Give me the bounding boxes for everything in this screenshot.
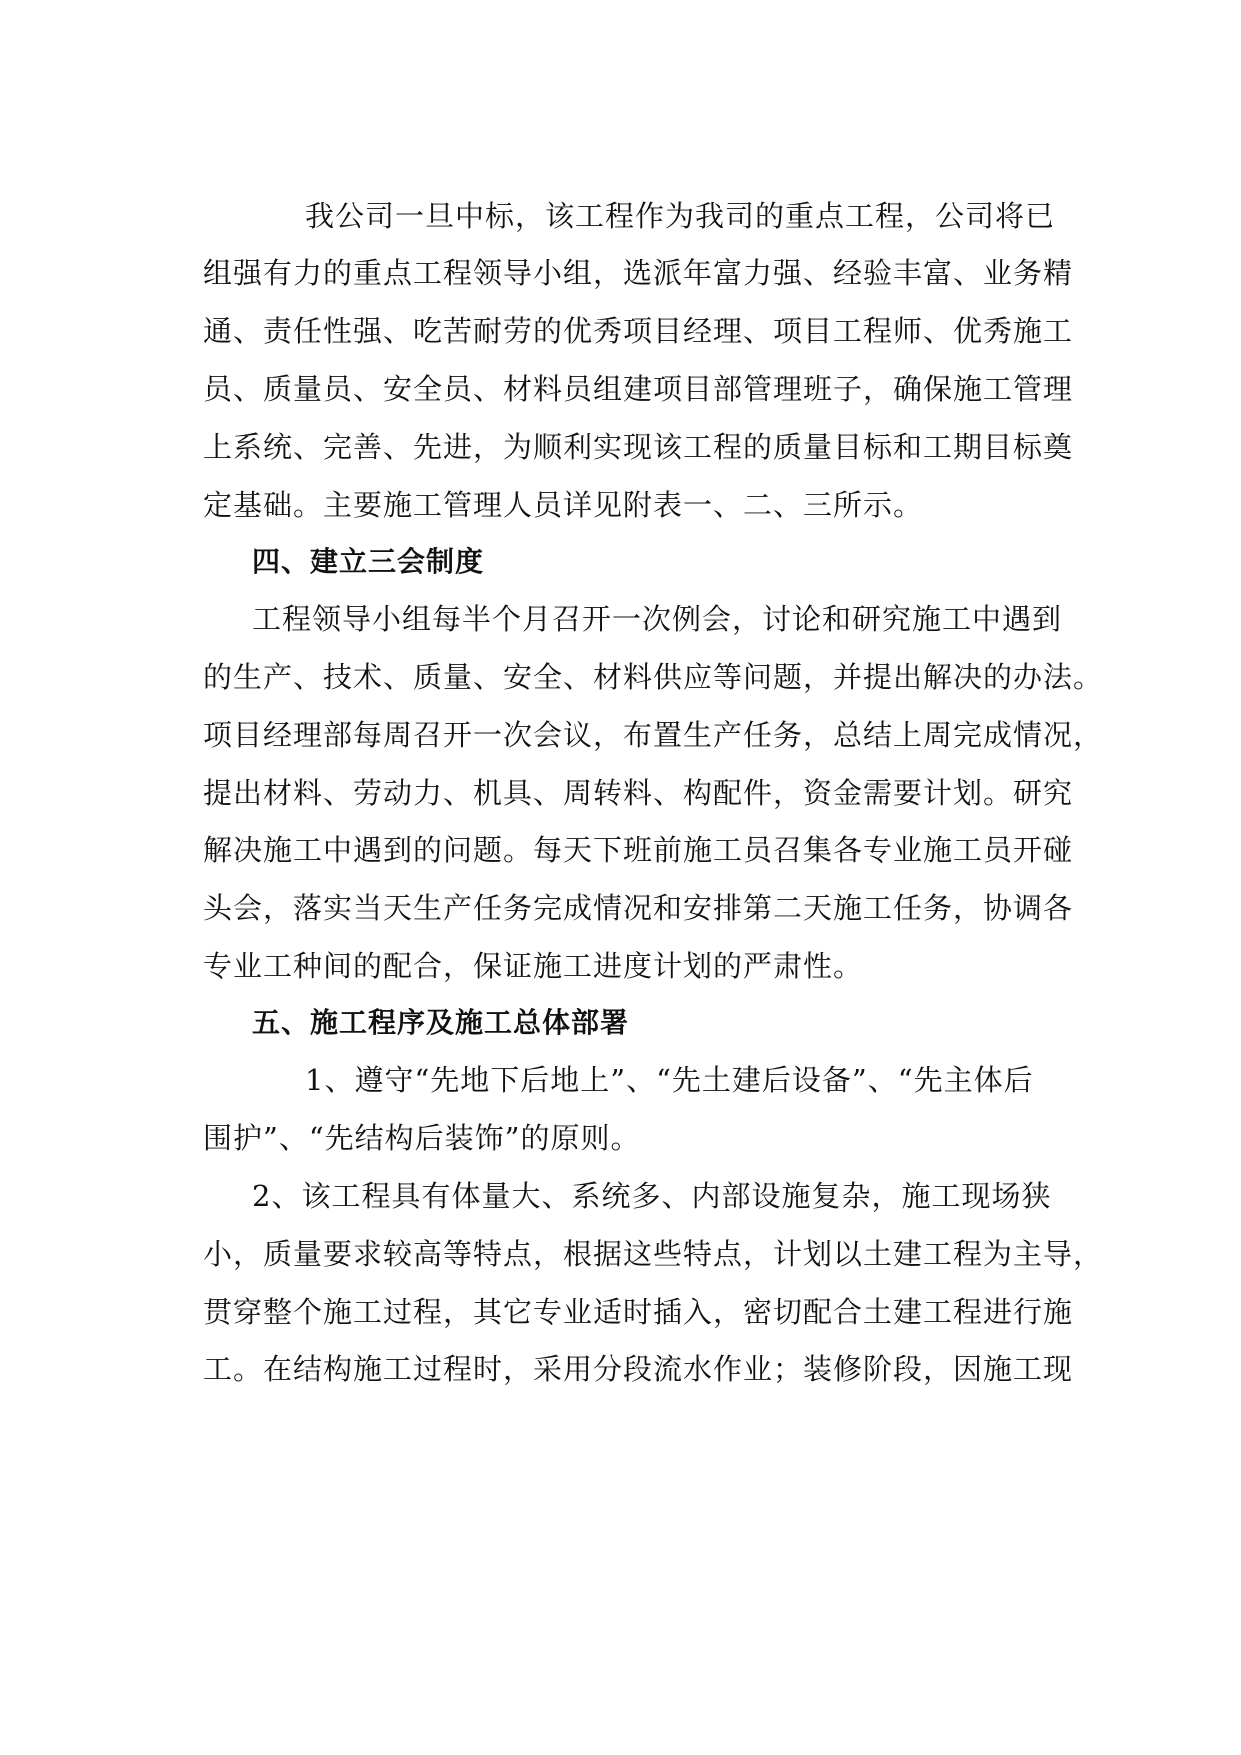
para1-line-6: 定基础。主要施工管理人员详见附表一、二、三所示。 — [203, 488, 924, 522]
para2-line-4: 提出材料、劳动力、机具、周转料、构配件，资金需要计划。研究 — [203, 776, 1074, 810]
section-heading-4: 四、建立三会制度 — [252, 545, 485, 578]
para1-line-5: 上系统、完善、先进，为顺利实现该工程的质量目标和工期目标奠 — [203, 430, 1074, 464]
para2-line-3: 项目经理部每周召开一次会议，布置生产任务，总结上周完成情况， — [203, 718, 1104, 752]
item2-line-4: 工。在结构施工过程时，采用分段流水作业；装修阶段，因施工现 — [203, 1352, 1074, 1386]
para1-line-2: 组强有力的重点工程领导小组，选派年富力强、经验丰富、业务精 — [203, 256, 1074, 290]
para2-line-5: 解决施工中遇到的问题。每天下班前施工员召集各专业施工员开碰 — [203, 833, 1074, 867]
para2-line-2: 的生产、技术、质量、安全、材料供应等问题，并提出解决的办法。 — [203, 660, 1104, 694]
item2-line-2: 小，质量要求较高等特点，根据这些特点，计划以土建工程为主导， — [203, 1237, 1104, 1271]
section-heading-5: 五、施工程序及施工总体部署 — [252, 1006, 630, 1039]
para2-line-7: 专业工种间的配合，保证施工进度计划的严肃性。 — [203, 949, 864, 983]
item1-line-2: 围护”、“先结构后装饰”的原则。 — [203, 1121, 641, 1155]
para1-line-3: 通、责任性强、吃苦耐劳的优秀项目经理、项目工程师、优秀施工 — [203, 314, 1074, 348]
para1-line-1: 我公司一旦中标，该工程作为我司的重点工程，公司将已 — [305, 199, 1056, 233]
item1-line-1: 1、遵守“先地下后地上”、“先土建后设备”、“先主体后 — [305, 1063, 1034, 1097]
para1-line-4: 员、质量员、安全员、材料员组建项目部管理班子，确保施工管理 — [203, 372, 1074, 406]
para2-line-1: 工程领导小组每半个月召开一次例会，讨论和研究施工中遇到 — [252, 602, 1063, 636]
item2-line-1: 2、该工程具有体量大、系统多、内部设施复杂，施工现场狭 — [252, 1179, 1052, 1213]
para2-line-6: 头会，落实当天生产任务完成情况和安排第二天施工任务，协调各 — [203, 891, 1074, 925]
item2-line-3: 贯穿整个施工过程，其它专业适时插入，密切配合土建工程进行施 — [203, 1295, 1074, 1329]
